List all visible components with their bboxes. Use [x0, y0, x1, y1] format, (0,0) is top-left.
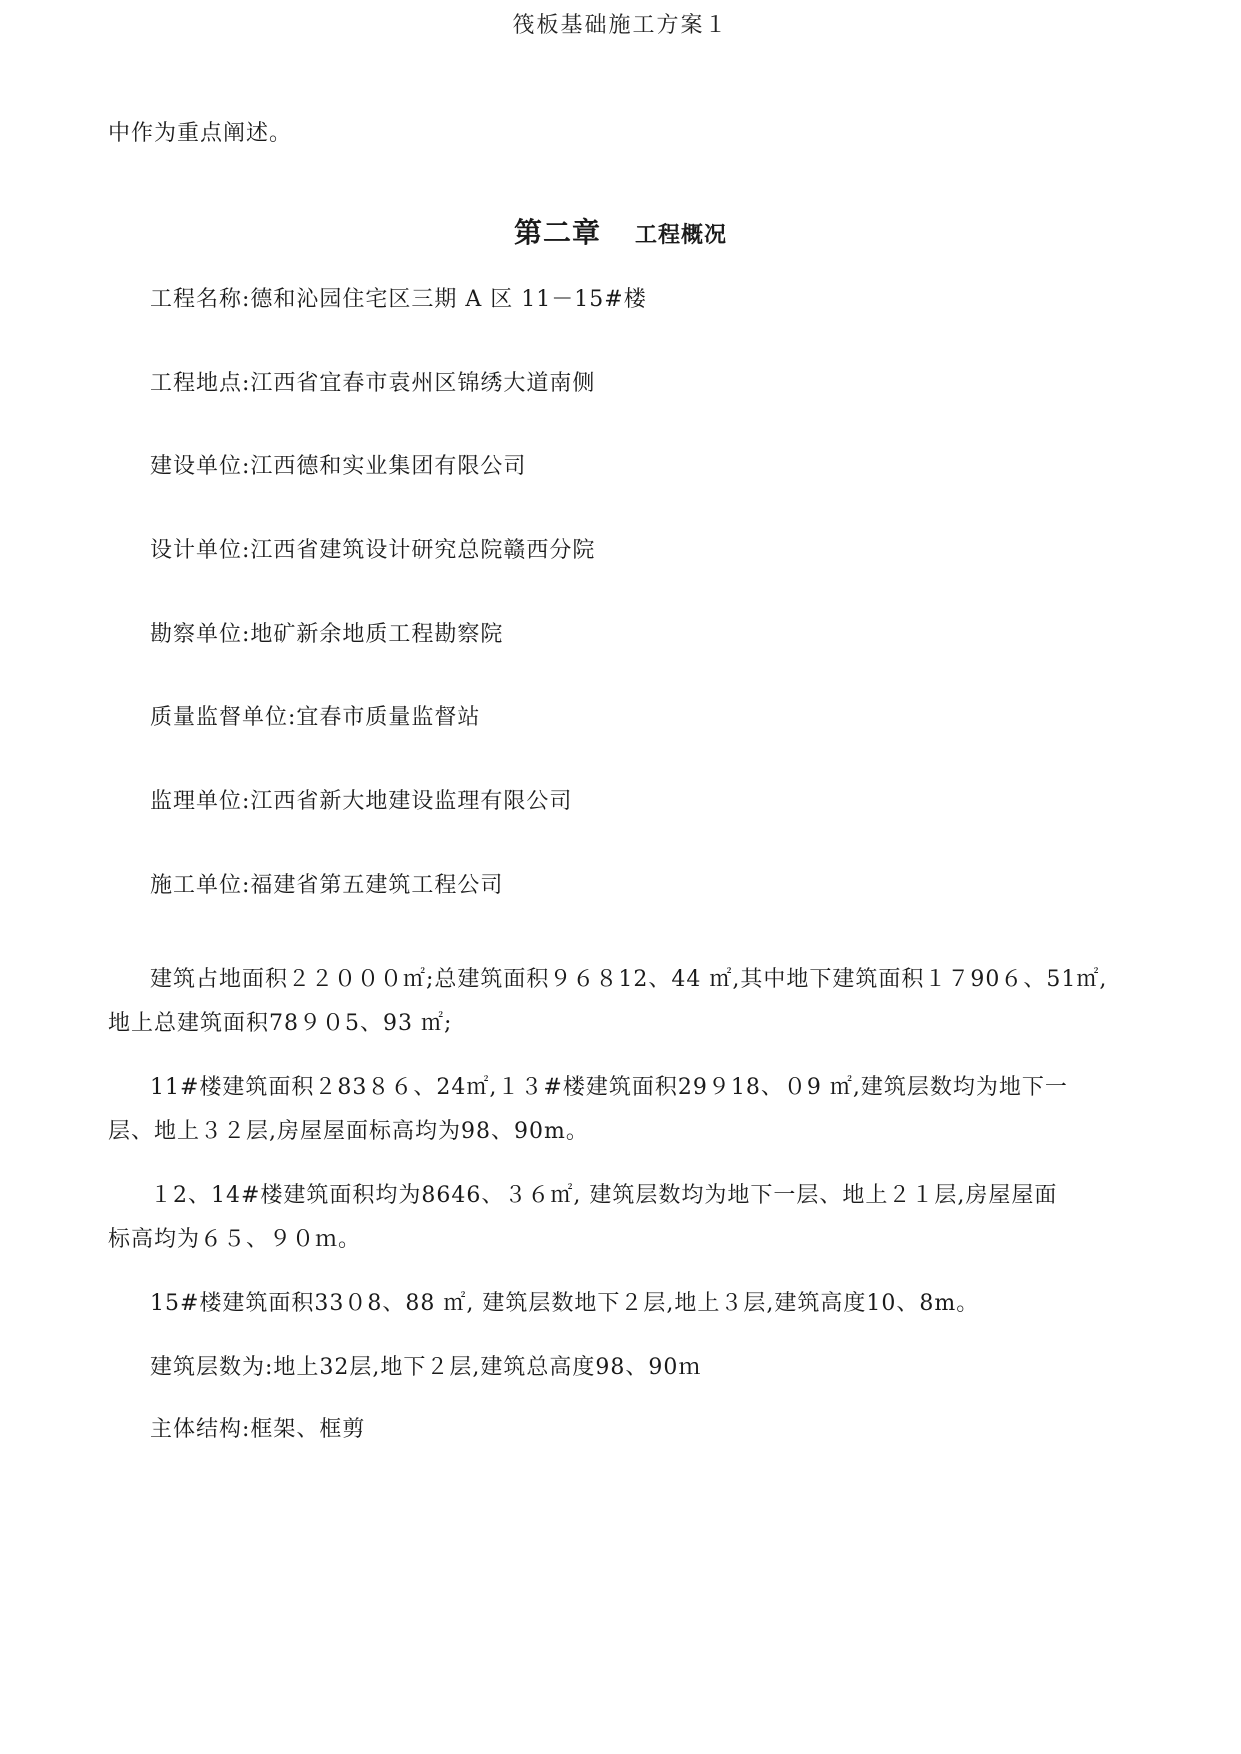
info-project-location: 工程地点:江西省宜春市袁州区锦绣大道南侧 [150, 371, 596, 396]
paragraph-b11-13-line1: 11#楼建筑面积２83８６、24㎡,１３#楼建筑面积29９18、０9 ㎡,建筑层数均为地下一 [150, 1075, 1068, 1100]
info-project-name: 工程名称:德和沁园住宅区三期 A 区 11－15#楼 [150, 287, 647, 312]
info-surveyor: 勘察单位:地矿新余地质工程勘察院 [150, 622, 504, 647]
paragraph-b15: 15#楼建筑面积33０8、88 ㎡, 建筑层数地下２层,地上３层,建筑高度10、8m。 [150, 1291, 980, 1316]
page-header: 筏板基础施工方案１ [512, 13, 729, 38]
intro-tail-text: 中作为重点阐述。 [108, 121, 293, 146]
info-owner: 建设单位:江西德和实业集团有限公司 [150, 454, 527, 479]
info-quality-supervisor: 质量监督单位:宜春市质量监督站 [150, 705, 481, 730]
paragraph-structure: 主体结构:框架、框剪 [150, 1417, 366, 1442]
info-designer: 设计单位:江西省建筑设计研究总院赣西分院 [150, 538, 596, 563]
paragraph-area-line2: 地上总建筑面积78９０5、93 ㎡; [108, 1011, 453, 1036]
paragraph-b12-14-line2: 标高均为６５、９０ｍ。 [108, 1227, 362, 1252]
info-supervision-unit: 监理单位:江西省新大地建设监理有限公司 [150, 789, 573, 814]
paragraph-b11-13-line2: 层、地上３２层,房屋屋面标高均为98、90m。 [108, 1119, 589, 1144]
info-contractor: 施工单位:福建省第五建筑工程公司 [150, 873, 504, 898]
paragraph-b12-14-line1: １2、14#楼建筑面积均为8646、３６㎡, 建筑层数均为地下一层、地上２１层,房屋屋面 [150, 1183, 1058, 1208]
chapter-number: 第二章 [513, 216, 601, 249]
paragraph-area-line1: 建筑占地面积２２０００㎡;总建筑面积９６８12、44 ㎡,其中地下建筑面积１７90６、51㎡, [150, 967, 1108, 992]
paragraph-floors: 建筑层数为:地上32层,地下２层,建筑总高度98、90ｍ [150, 1355, 702, 1380]
chapter-title: 工程概况 [635, 223, 728, 248]
chapter-heading [0, 211, 1241, 251]
